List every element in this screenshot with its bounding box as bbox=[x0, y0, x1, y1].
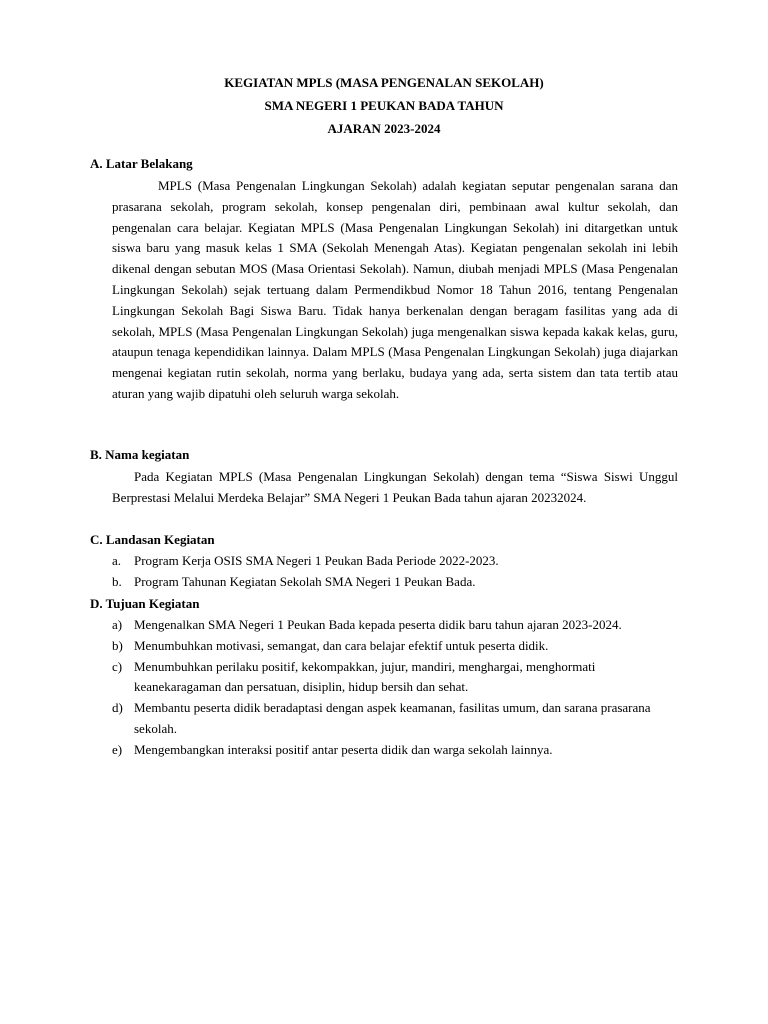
title-line-2: SMA NEGERI 1 PEUKAN BADA TAHUN bbox=[264, 98, 504, 113]
list-item-text: Program Tahunan Kegiatan Sekolah SMA Negeri 1 Peukan Bada. bbox=[134, 573, 476, 589]
document-title bbox=[0, 71, 768, 140]
list-marker: e) bbox=[112, 741, 123, 757]
list-item bbox=[112, 572, 678, 593]
list-item bbox=[112, 615, 678, 636]
list-item bbox=[112, 636, 678, 657]
list-marker: d) bbox=[112, 700, 123, 716]
list-item bbox=[112, 657, 678, 699]
section-b-body: Pada Kegiatan MPLS (Masa Pengenalan Lingkungan Sekolah) dengan tema “Siswa Siswi Unggul Berprestasi Melalui Merdeka Belajar” SMA Negeri 1 Peukan Bada tahun ajaran 20232024. bbox=[112, 469, 678, 505]
section-a-body: MPLS (Masa Pengenalan Lingkungan Sekolah) adalah kegiatan seputar pengenalan sarana dan prasarana sekolah, program sekolah, konsep pengenalan diri, pembinaan awal kultur sekolah, dan pengenalan cara belajar. Kegiatan MPLS (Masa Pengenalan Lingkungan Sekolah) ini ditargetkan untuk siswa baru yang masuk kelas 1 SMA (Sekolah Menengah Atas). Kegiatan pengenalan sekolah ini lebih dikenal dengan sebutan MOS (Masa Orientasi Sekolah). Namun, diubah menjadi MPLS (Masa Pengenalan Lingkungan Sekolah) sejak tertuang dalam Permendikbud Nomor 18 Tahun 2016, tentang Pengenalan Lingkungan Sekolah Bagi Siswa Baru. Tidak hanya berkenalan dengan beragam fasilitas yang ada di sekolah, MPLS (Masa Pengenalan Lingkungan Sekolah) juga mengenalkan siswa kepada kakak kelas, guru, ataupun tenaga kependidikan lainnya. Dalam MPLS (Masa Pengenalan Lingkungan Sekolah) juga diajarkan mengenai kegiatan rutin sekolah, norma yang berlaku, budaya yang ada, serta sistem dan tata tertib atau aturan yang wajib dipatuhi oleh seluruh warga sekolah. bbox=[112, 178, 678, 401]
section-a-heading: A. Latar Belakang bbox=[90, 156, 193, 171]
section-d-heading: D. Tujuan Kegiatan bbox=[90, 596, 200, 611]
list-marker: b) bbox=[112, 637, 123, 653]
list-item-text: Menumbuhkan motivasi, semangat, dan cara belajar efektif untuk peserta didik. bbox=[134, 637, 549, 653]
list-item bbox=[112, 698, 678, 740]
list-item-text: Mengembangkan interaksi positif antar peserta didik dan warga sekolah lainnya. bbox=[134, 741, 553, 757]
list-marker: a) bbox=[112, 617, 123, 632]
list-item-text: Membantu peserta didik beradaptasi dengan aspek keamanan, fasilitas umum, dan sarana prasarana sekolah. bbox=[134, 700, 651, 736]
title-line-3: AJARAN 2023-2024 bbox=[327, 121, 441, 136]
list-marker: b. bbox=[112, 573, 122, 589]
list-marker: a. bbox=[112, 553, 122, 568]
section-c-heading: C. Landasan Kegiatan bbox=[90, 532, 215, 547]
list-item-text: Menumbuhkan perilaku positif, kekompakkan, jujur, mandiri, menghargai, menghormati keanekaragaman dan persatuan, disiplin, hidup bersih dan sehat. bbox=[134, 658, 596, 695]
section-b-heading: B. Nama kegiatan bbox=[90, 447, 190, 462]
section-c-list bbox=[112, 551, 678, 593]
list-item-text: Mengenalkan SMA Negeri 1 Peukan Bada kepada peserta didik baru tahun ajaran 2023-2024. bbox=[134, 617, 622, 632]
title-line-1: KEGIATAN MPLS (MASA PENGENALAN SEKOLAH) bbox=[224, 75, 544, 90]
list-marker: c) bbox=[112, 658, 123, 674]
list-item bbox=[112, 551, 678, 572]
list-item-text: Program Kerja OSIS SMA Negeri 1 Peukan Bada Periode 2022-2023. bbox=[134, 553, 499, 568]
list-item bbox=[112, 740, 678, 761]
section-d-list bbox=[112, 615, 678, 761]
